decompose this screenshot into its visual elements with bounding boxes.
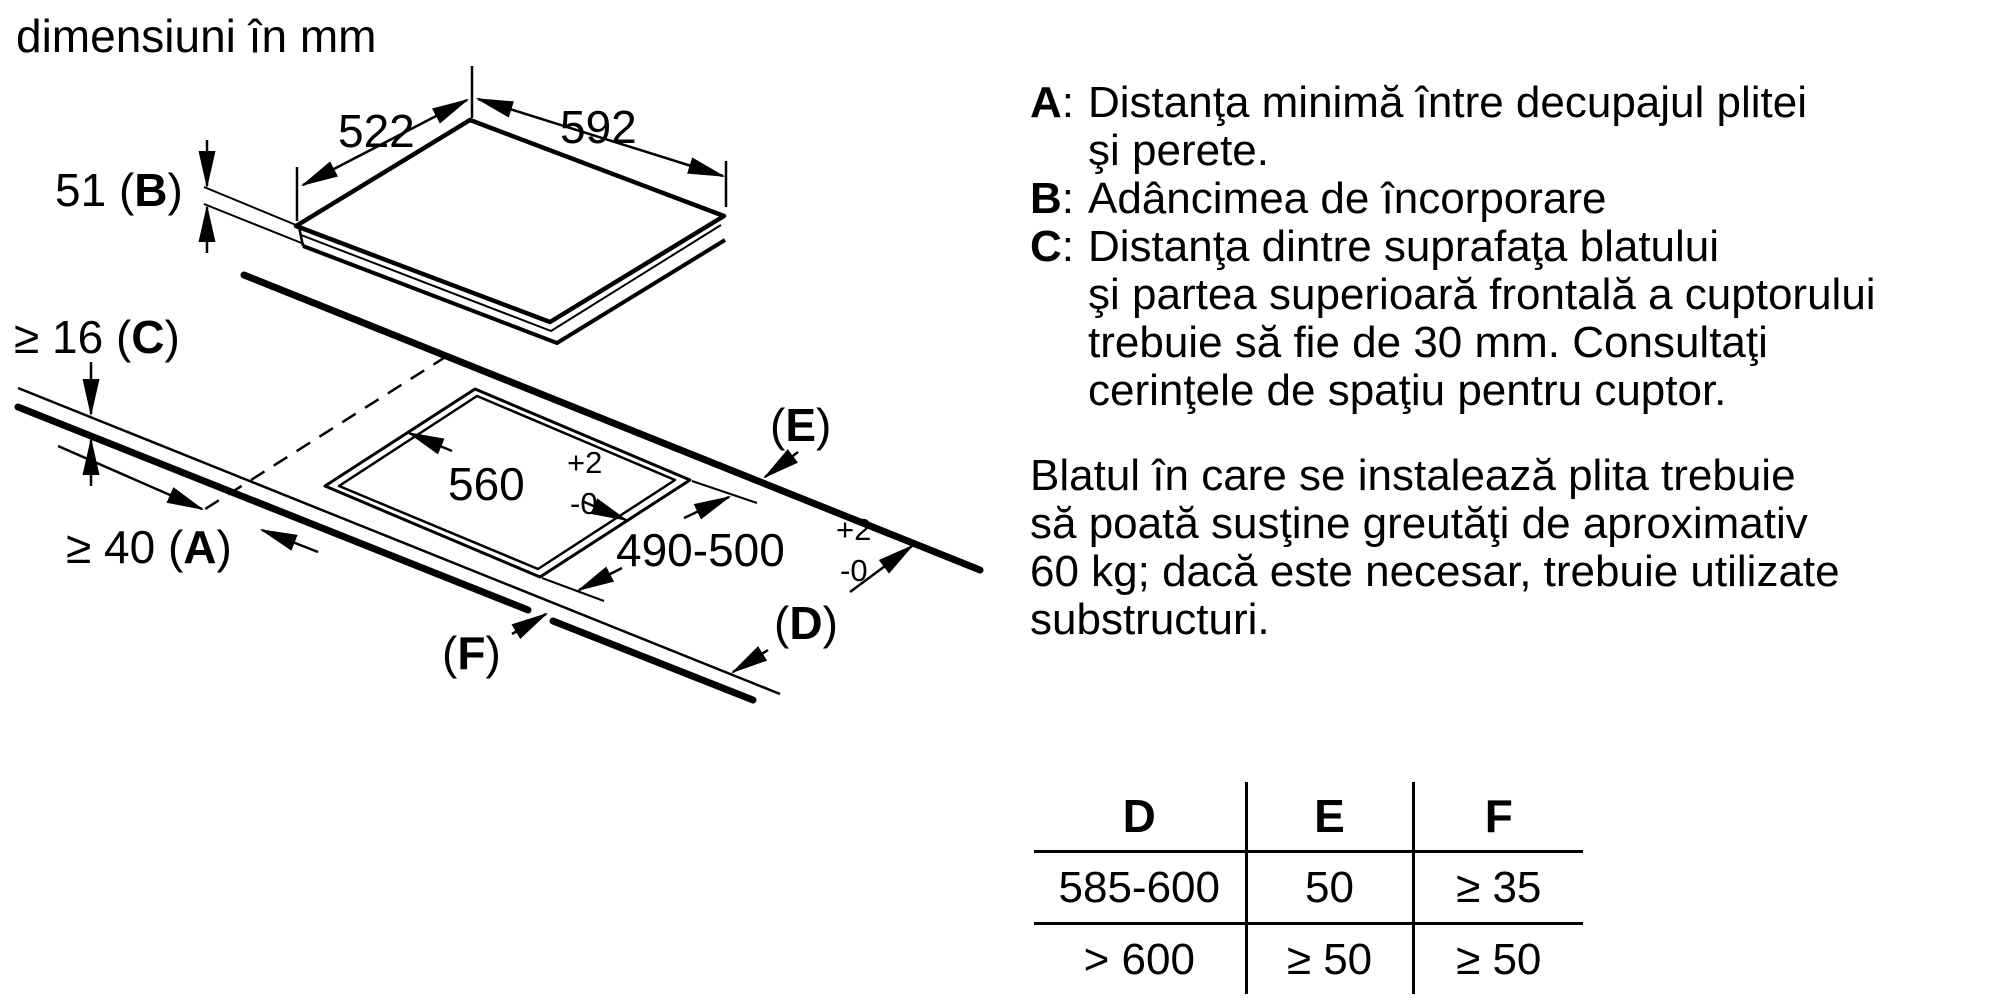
cell-f1: ≥ 35 [1413, 852, 1583, 924]
cell-d1: 585-600 [1034, 852, 1246, 924]
arrow-a-2 [262, 530, 318, 552]
paragraph-line: Blatul în care se instalează plita trebuie [1030, 451, 1796, 500]
paragraph-line: să poată susţine greutăţi de aproximativ [1030, 499, 1808, 548]
note-a-line-1 [1030, 79, 1910, 127]
arrow-f [512, 614, 546, 634]
paragraph-line: 60 kg; dacă este necesar, trebuie utilizate [1030, 547, 1840, 596]
table-header-row [1034, 782, 1583, 852]
arrow-e [765, 452, 798, 477]
arrow-d-lower [733, 650, 768, 672]
hob-drawing [204, 66, 726, 343]
label-e: (E) [770, 399, 832, 451]
def-table [1034, 782, 1583, 994]
dim-490-sup: +2 [836, 512, 872, 547]
cell-e1: 50 [1246, 852, 1413, 924]
arrow-560-left [409, 433, 452, 451]
note-c-line-3: trebuie să fie de 30 mm. Consultaţi [1088, 318, 1768, 367]
label-d: (D) [774, 597, 838, 649]
dim-560-label: 560 [448, 458, 525, 510]
table-row [1034, 852, 1583, 924]
col-header-f: F [1413, 782, 1583, 852]
col-header-e: E [1246, 782, 1413, 852]
label-f: (F) [442, 627, 501, 679]
col-header-d: D [1034, 782, 1246, 852]
note-b-line-1 [1030, 175, 1910, 223]
dim-560-sup: +2 [567, 445, 603, 480]
cell-e2: ≥ 50 [1246, 924, 1413, 995]
note-a-line-2: şi perete. [1088, 126, 1269, 175]
paragraph-line: substructuri. [1030, 595, 1270, 644]
note-b-label: B: [1030, 174, 1075, 223]
cell-d2: > 600 [1083, 934, 1195, 984]
worktop-paragraph [1030, 452, 1840, 644]
worktop-front-edge-2 [553, 621, 753, 700]
dim-51b-label: 51 (B) [55, 164, 183, 216]
dim-592-label: 592 [560, 101, 637, 153]
page-title: dimensiuni în mm [16, 10, 377, 62]
cell-f2: ≥ 50 [1456, 934, 1542, 984]
table-row [1034, 924, 1583, 995]
ext-line-b-upper [204, 187, 296, 225]
dim-490-sub: -0 [840, 553, 868, 588]
note-c-line-2: şi partea superioară frontală a cuptorului [1088, 270, 1876, 319]
note-a-text-1: Distanţa minimă între decupajul plitei [1088, 78, 1808, 127]
ext-line-b-lower [204, 204, 304, 244]
note-c-label: C: [1030, 222, 1075, 271]
note-c-line-4: cerinţele de spaţiu pentru cuptor. [1088, 366, 1727, 415]
arrow-490-upper [684, 497, 729, 518]
dim-522-label: 522 [338, 105, 415, 157]
installation-diagram [0, 0, 1010, 760]
dim-16c-label: ≥ 16 (C) [14, 311, 180, 363]
dim-560-sub: -0 [570, 486, 598, 521]
note-c-text-1: Distanţa dintre suprafaţa blatului [1088, 222, 1720, 271]
note-b-text-1: Adâncimea de încorporare [1088, 174, 1607, 223]
dim-490-label: 490-500 [616, 524, 785, 576]
note-c-line-1 [1030, 223, 1910, 271]
legend-notes [1030, 79, 1910, 415]
arrow-a-1 [58, 446, 202, 509]
note-a-label: A: [1030, 78, 1075, 127]
dim-40a-label: ≥ 40 (A) [66, 521, 232, 573]
